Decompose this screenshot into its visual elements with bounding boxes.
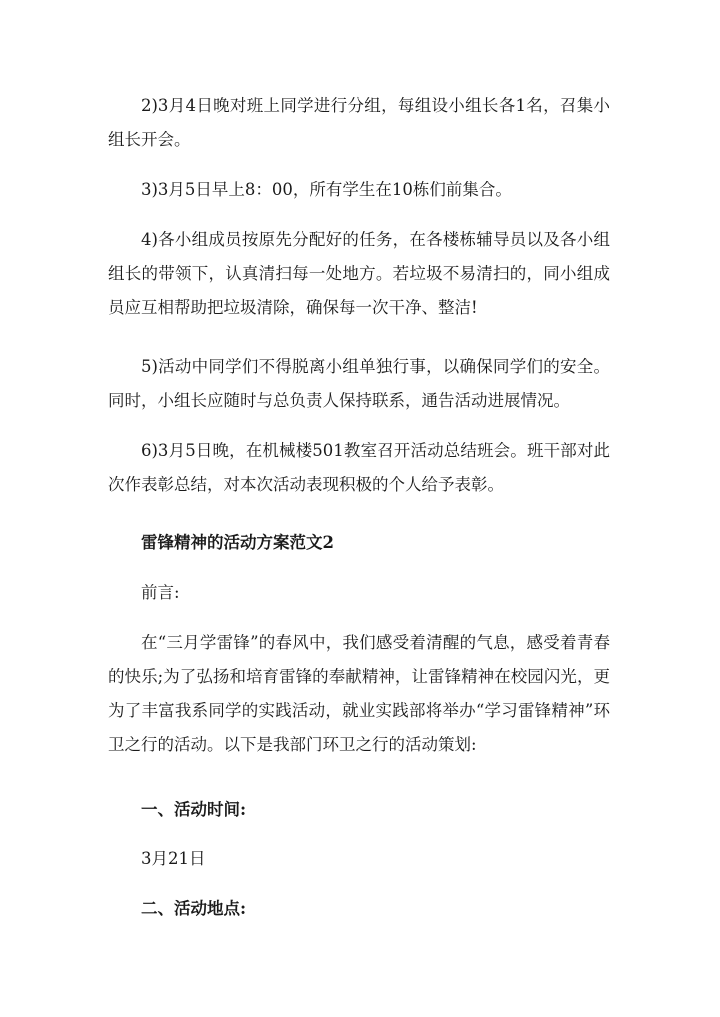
paragraph-preface: 在“三月学雷锋”的春风中，我们感受着清醒的气息，感受着青春的快乐;为了弘扬和培育雷锋的奉献精神，让雷锋精神在校园闪光，更为了丰富我系同学的实践活动，就业实践部将举办“学习雷锋精神”环卫之行的活动。以下是我部门环卫之行的活动策划:	[108, 633, 610, 754]
heading-activity-place: 二、活动地点:	[141, 899, 247, 918]
paragraph-summary: 6)3月5日晚，在机械楼501教室召开活动总结班会。班干部对此次作表彰总结，对本次活动表现积极的个人给予表彰。	[108, 441, 610, 494]
heading-activity-time: 一、活动时间:	[141, 800, 247, 819]
preface-label: 前言:	[141, 583, 180, 602]
paragraph-assembly: 3)3月5日早上8：00，所有学生在10栋们前集合。	[141, 180, 512, 199]
paragraph-tasks: 4)各小组成员按原先分配好的任务，在各楼栋辅导员以及各小组组长的带领下，认真清扫每一处地方。若垃圾不易清扫的，同小组成员应互相帮助把垃圾清除，确保每一次干净、整洁!	[108, 230, 610, 317]
section-title: 雷锋精神的活动方案范文2	[141, 533, 334, 552]
activity-time-value: 3月21日	[141, 849, 206, 868]
paragraph-grouping: 2)3月4日晚对班上同学进行分组，每组设小组长各1名，召集小组长开会。	[108, 96, 610, 149]
paragraph-safety: 5)活动中同学们不得脱离小组单独行事，以确保同学们的安全。同时，小组长应随时与总负责人保持联系，通告活动进展情况。	[108, 357, 610, 410]
